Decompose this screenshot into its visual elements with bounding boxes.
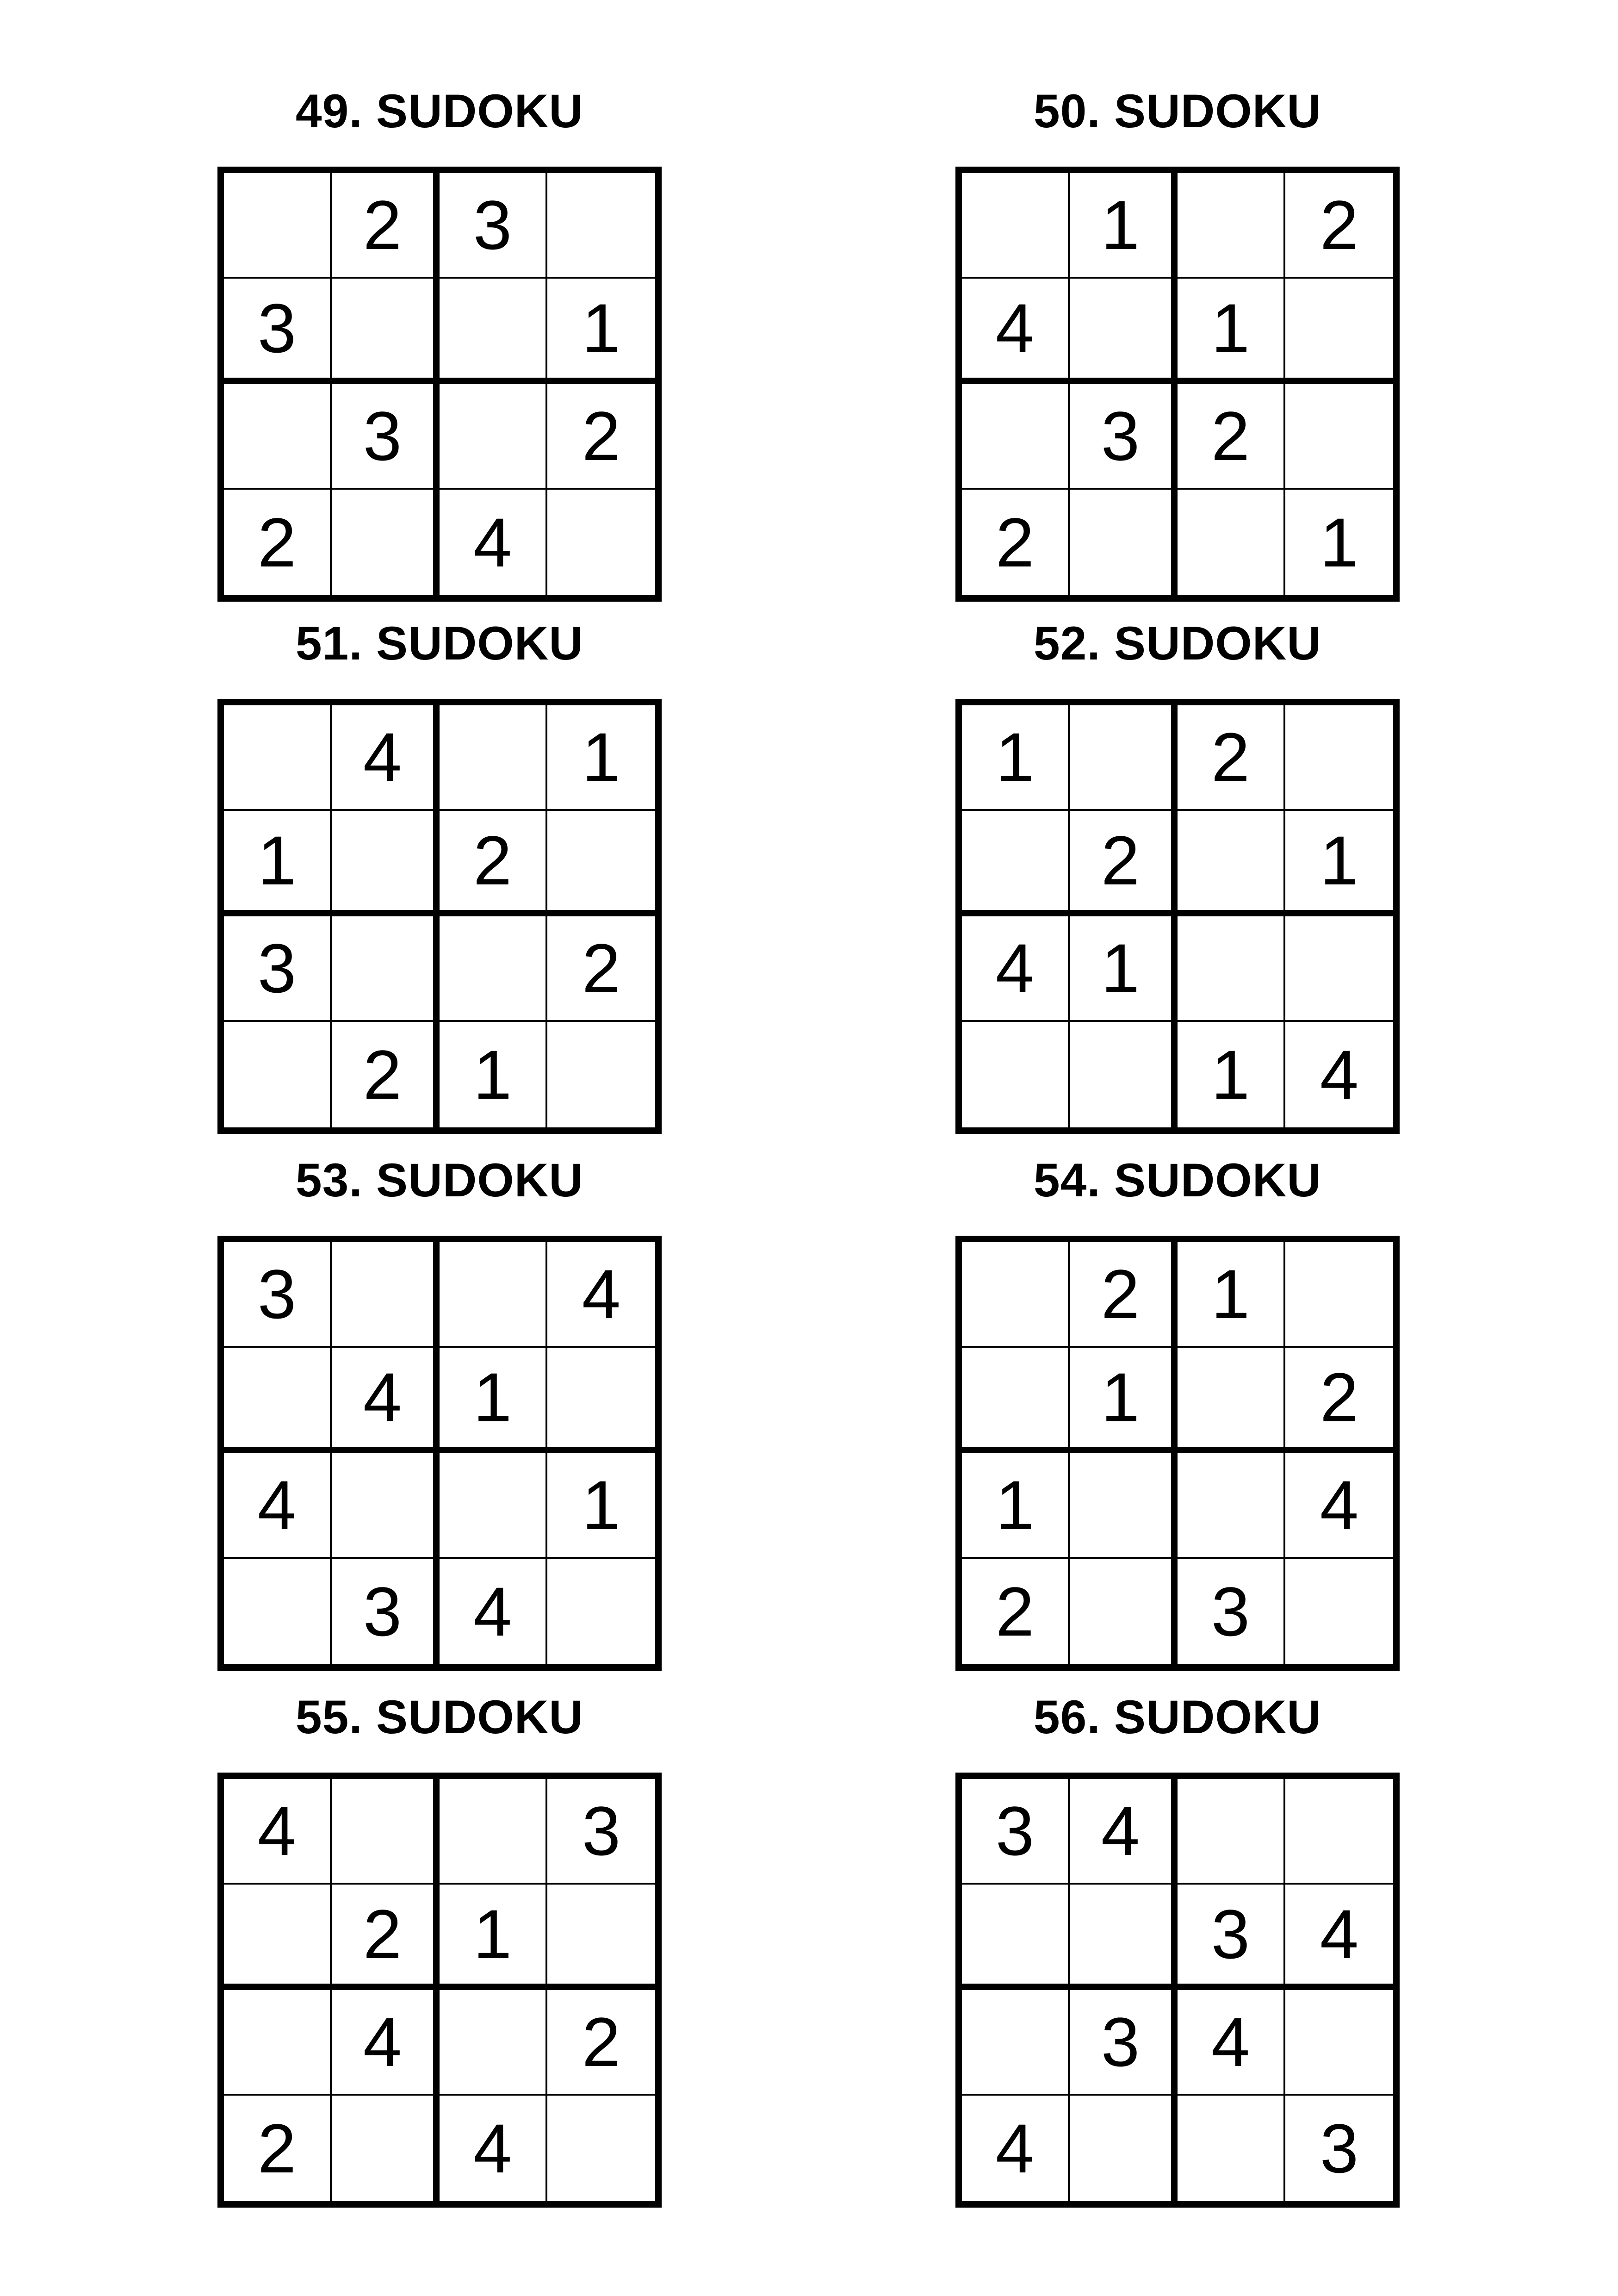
sudoku-cell <box>1070 1022 1178 1127</box>
sudoku-cell: 1 <box>1178 279 1285 384</box>
sudoku-cell <box>1285 916 1393 1022</box>
sudoku-cell <box>224 1022 332 1127</box>
sudoku-cell <box>1285 1990 1393 2096</box>
sudoku-cell <box>547 811 655 916</box>
sudoku-cell <box>440 1779 547 1885</box>
sudoku-cell <box>1070 705 1178 811</box>
sudoku-cell <box>440 279 547 384</box>
sudoku-grid <box>217 699 662 1134</box>
sudoku-grid <box>217 167 662 602</box>
sudoku-cell <box>547 490 655 595</box>
sudoku-cell: 1 <box>1070 916 1178 1022</box>
sudoku-cell: 1 <box>1178 1242 1285 1348</box>
sudoku-cell <box>440 916 547 1022</box>
sudoku-cell: 1 <box>1178 1022 1285 1127</box>
sudoku-grid <box>955 1773 1400 2208</box>
puzzle-title: 49. SUDOKU <box>295 85 584 137</box>
sudoku-cell <box>1178 1348 1285 1453</box>
sudoku-cell <box>224 384 332 490</box>
sudoku-cell: 4 <box>1285 1885 1393 1990</box>
puzzle-title: 52. SUDOKU <box>1033 617 1322 670</box>
sudoku-cell: 1 <box>1320 504 1359 581</box>
sudoku-cell <box>1178 2096 1285 2201</box>
sudoku-cell <box>1178 811 1285 916</box>
sudoku-cell <box>547 1022 655 1127</box>
sudoku-cell <box>1070 1453 1178 1559</box>
sudoku-cell: 4 <box>332 1990 440 2096</box>
sudoku-cell: 4 <box>962 2096 1070 2201</box>
sudoku-cell <box>224 173 332 279</box>
sudoku-cell: 3 <box>440 173 547 279</box>
sudoku-cell: 4 <box>224 1453 332 1559</box>
sudoku-cell: 3 <box>224 916 332 1022</box>
sudoku-grid <box>217 1236 662 1671</box>
sudoku-cell <box>224 1348 332 1453</box>
sudoku-cell <box>962 1242 1070 1348</box>
sudoku-cell: 2 <box>332 1885 440 1990</box>
sudoku-cell <box>332 490 440 595</box>
sudoku-cell: 2 <box>224 490 332 595</box>
sudoku-cell <box>1285 279 1393 384</box>
puzzle-title: 55. SUDOKU <box>295 1691 584 1743</box>
sudoku-cell <box>1285 705 1393 811</box>
sudoku-cell <box>224 1990 332 2096</box>
sudoku-cell <box>547 2096 655 2201</box>
sudoku-cell <box>547 1348 655 1453</box>
sudoku-cell: 4 <box>224 1779 332 1885</box>
sudoku-cell: 4 <box>440 490 547 595</box>
sudoku-grid <box>217 1773 662 2208</box>
puzzle-title: 54. SUDOKU <box>1033 1154 1322 1207</box>
sudoku-cell: 3 <box>332 1559 440 1664</box>
sudoku-cell <box>440 705 547 811</box>
sudoku-cell: 2 <box>332 1022 440 1127</box>
sudoku-cell: 4 <box>1178 1990 1285 2096</box>
sudoku-cell: 2 <box>224 2096 332 2201</box>
sudoku-cell <box>224 705 332 811</box>
sudoku-cell: 2 <box>1070 1242 1178 1348</box>
sudoku-cell: 3 <box>1070 384 1178 490</box>
sudoku-cell <box>962 1990 1070 2096</box>
sudoku-cell <box>224 1885 332 1990</box>
sudoku-cell <box>332 811 440 916</box>
sudoku-cell <box>332 1453 440 1559</box>
sudoku-cell <box>1178 173 1285 279</box>
sudoku-cell: 2 <box>332 173 440 279</box>
sudoku-cell: 1 <box>547 1453 655 1559</box>
sudoku-cell: 4 <box>332 705 440 811</box>
sudoku-cell <box>962 384 1070 490</box>
sudoku-cell: 2 <box>1285 1348 1393 1453</box>
sudoku-cell: 1 <box>224 811 332 916</box>
sudoku-cell <box>962 173 1070 279</box>
sudoku-cell: 4 <box>332 1348 440 1453</box>
sudoku-cell: 1 <box>1285 811 1393 916</box>
sudoku-cell: 1 <box>1070 173 1178 279</box>
sudoku-grid <box>955 699 1400 1134</box>
sudoku-cell: 4 <box>1070 1779 1178 1885</box>
sudoku-cell <box>1070 1885 1178 1990</box>
sudoku-grid <box>955 167 1400 602</box>
sudoku-cell <box>1070 490 1178 595</box>
sudoku-cell: 2 <box>1178 384 1285 490</box>
sudoku-cell <box>332 1242 440 1348</box>
sudoku-cell <box>440 1453 547 1559</box>
sudoku-cell <box>440 1242 547 1348</box>
sudoku-cell: 3 <box>1178 1885 1285 1990</box>
sudoku-cell <box>1285 384 1393 490</box>
sudoku-cell: 2 <box>547 384 655 490</box>
sudoku-cell <box>1178 1453 1285 1559</box>
sudoku-grid <box>955 1236 1400 1671</box>
sudoku-cell: 2 <box>440 811 547 916</box>
sudoku-cell <box>332 916 440 1022</box>
puzzle-title: 53. SUDOKU <box>295 1154 584 1207</box>
sudoku-cell: 3 <box>1070 1990 1178 2096</box>
sudoku-cell: 2 <box>547 1990 655 2096</box>
sudoku-cell <box>1070 279 1178 384</box>
sudoku-cell: 1 <box>962 705 1070 811</box>
sudoku-cell: 1 <box>547 705 655 811</box>
puzzle-title: 50. SUDOKU <box>1033 85 1322 137</box>
sudoku-cell: 3 <box>962 1779 1070 1885</box>
sudoku-cell <box>1070 1559 1178 1664</box>
sudoku-cell: 1 <box>440 1348 547 1453</box>
sudoku-cell <box>547 173 655 279</box>
sudoku-cell <box>224 1559 332 1664</box>
sudoku-cell <box>962 1022 1070 1127</box>
sudoku-cell: 4 <box>547 1242 655 1348</box>
sudoku-cell: 2 <box>1070 811 1178 916</box>
sudoku-cell <box>332 1779 440 1885</box>
sudoku-cell: 2 <box>962 1559 1070 1664</box>
sudoku-cell: 4 <box>1320 1036 1359 1114</box>
sudoku-cell: 3 <box>547 1779 655 1885</box>
sudoku-cell: 4 <box>440 1559 547 1664</box>
sudoku-cell <box>1285 1779 1393 1885</box>
sudoku-cell: 3 <box>224 1242 332 1348</box>
sudoku-cell <box>1178 490 1285 595</box>
sudoku-cell <box>332 2096 440 2201</box>
sudoku-cell: 3 <box>1320 2109 1359 2187</box>
puzzle-title: 51. SUDOKU <box>295 617 584 670</box>
sudoku-cell <box>1070 2096 1178 2201</box>
sudoku-cell: 1 <box>962 1453 1070 1559</box>
puzzle-title: 56. SUDOKU <box>1033 1691 1322 1743</box>
sudoku-cell: 4 <box>1285 1453 1393 1559</box>
sudoku-cell: 1 <box>547 279 655 384</box>
sudoku-cell <box>332 279 440 384</box>
sudoku-cell: 1 <box>440 1885 547 1990</box>
sudoku-cell: 2 <box>962 490 1070 595</box>
sudoku-cell <box>547 1885 655 1990</box>
sudoku-cell <box>440 1990 547 2096</box>
sudoku-cell <box>1178 1779 1285 1885</box>
sudoku-cell <box>1285 1559 1393 1664</box>
sudoku-cell <box>962 811 1070 916</box>
sudoku-cell: 2 <box>547 916 655 1022</box>
sudoku-cell <box>962 1348 1070 1453</box>
sudoku-cell: 4 <box>962 916 1070 1022</box>
sudoku-cell: 3 <box>332 384 440 490</box>
sudoku-cell: 1 <box>440 1022 547 1127</box>
sudoku-cell: 3 <box>224 279 332 384</box>
sudoku-cell: 3 <box>1178 1559 1285 1664</box>
sudoku-cell: 1 <box>1070 1348 1178 1453</box>
sudoku-cell: 4 <box>962 279 1070 384</box>
sudoku-cell <box>1178 916 1285 1022</box>
sudoku-cell <box>962 1885 1070 1990</box>
sudoku-cell: 4 <box>440 2096 547 2201</box>
sudoku-cell <box>547 1559 655 1664</box>
sudoku-cell: 2 <box>1285 173 1393 279</box>
sudoku-cell: 2 <box>1178 705 1285 811</box>
sudoku-cell <box>1285 1242 1393 1348</box>
sudoku-cell <box>440 384 547 490</box>
